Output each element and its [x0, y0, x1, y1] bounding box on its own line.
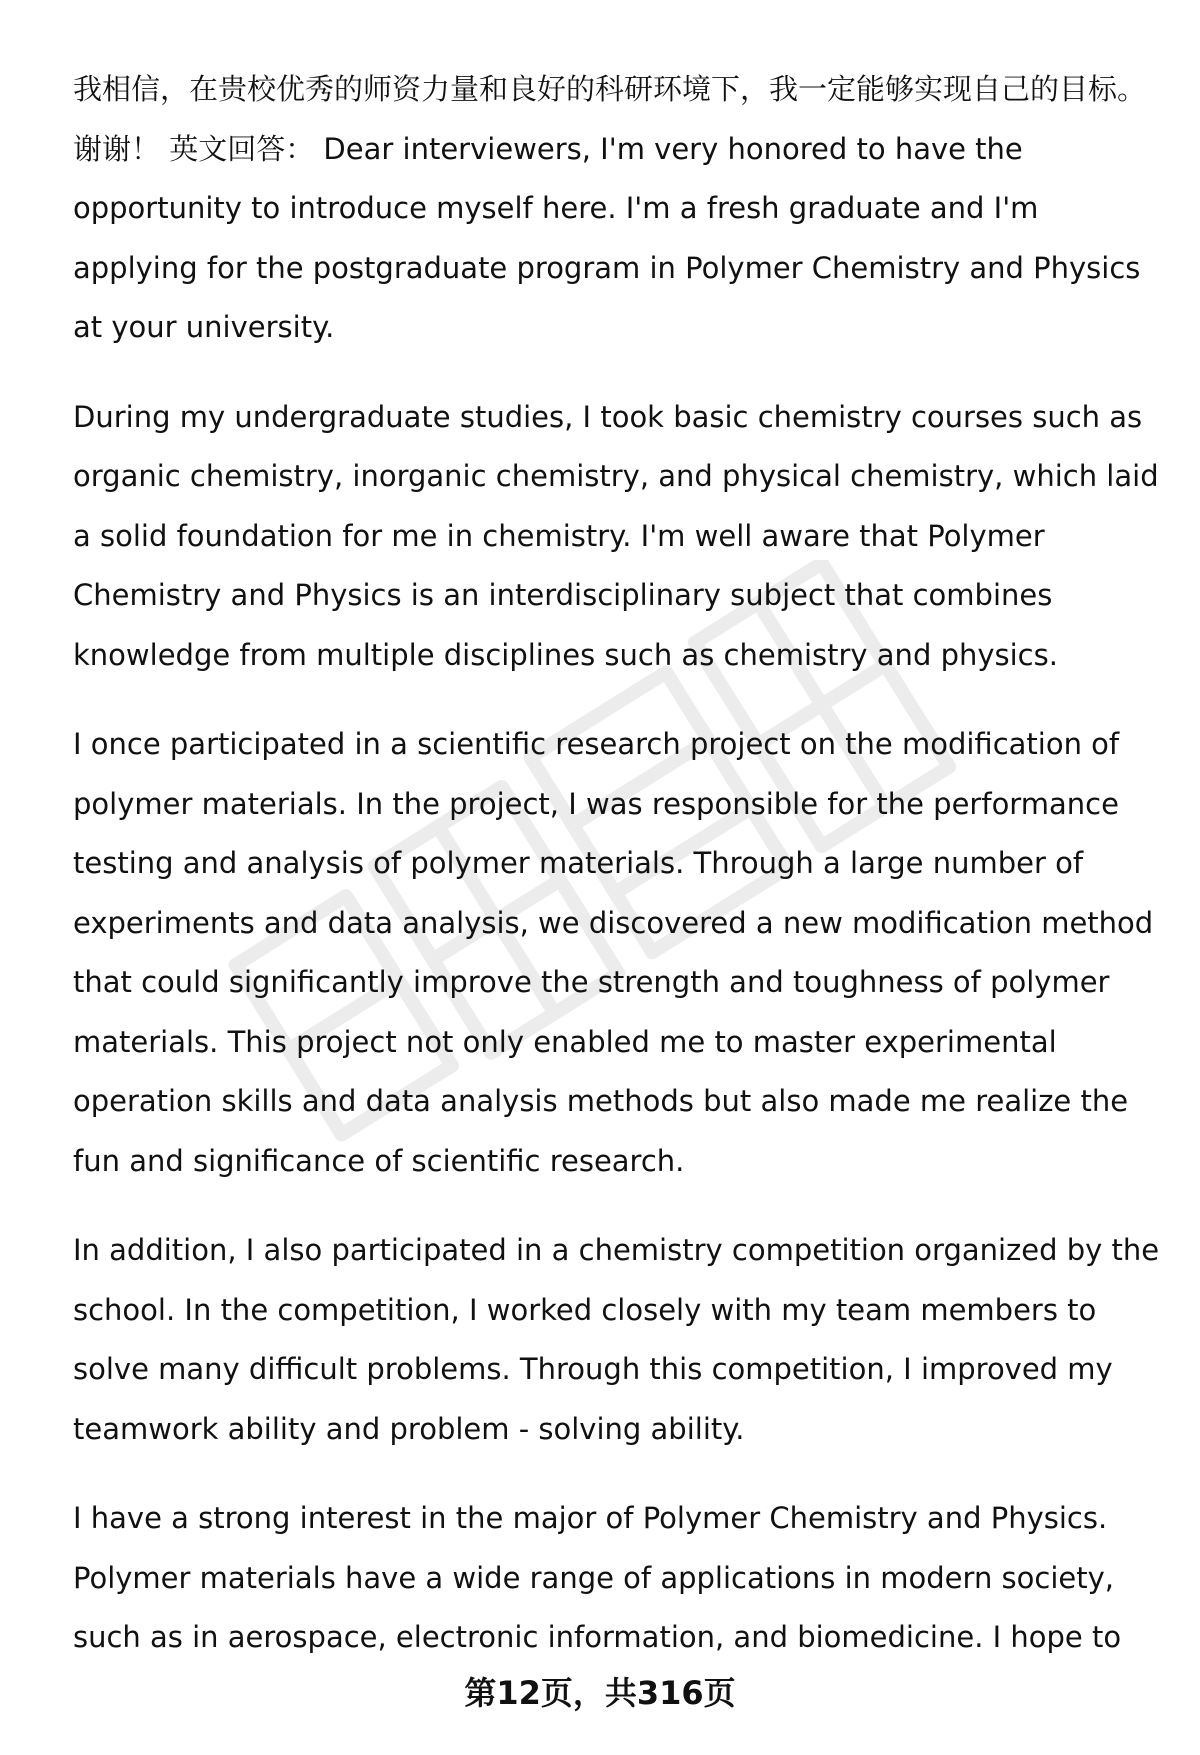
paragraph-1: 我相信，在贵校优秀的师资力量和良好的科研环境下，我一定能够实现自己的目标。谢谢！ 英文回答： Dear interviewers, I'm very honored to have the opportunity to introduce myself here. I'm a fresh graduate and I'm applying for the postgraduate program in Polymer Chemistry and Physics at your university. — [73, 72, 1147, 344]
paragraph-2: During my undergraduate studies, I took basic chemistry courses such as organic chemistry, inorganic chemistry, and physical chemistry, which laid a solid foundation for me in chemistry. I'm well aware that Polymer Chemistry and Physics is an interdisciplinary subject that combines knowledge from multiple disciplines such as chemistry and physics. — [73, 399, 1159, 672]
document-page — [73, 60, 1163, 1698]
paragraph-3: I once participated in a scientific research project on the modification of polymer materials. In the project, I was responsible for the performance testing and analysis of polymer materials. Through a large number of experiments and data analysis, we discovered a new modification method that could significantly improve the strength and toughness of polymer materials. This project not only enabled me to master experimental operation skills and data analysis methods but also made me realize the fun and significance of scientific research. — [73, 727, 1154, 1178]
paragraph-4: In addition, I also participated in a chemistry competition organized by the school. In the competition, I worked closely with my team members to solve many difficult problems. Through this competition, I improved my teamwork ability and problem - solving ability. — [73, 1233, 1160, 1446]
page-number-footer: 第12页，共316页 — [464, 1674, 736, 1712]
paragraph-5: I have a strong interest in the major of Polymer Chemistry and Physics. Polymer materials have a wide range of applications in modern society, such as in aerospace, electronic information, and biomedicine. I hope to — [73, 1501, 1122, 1654]
